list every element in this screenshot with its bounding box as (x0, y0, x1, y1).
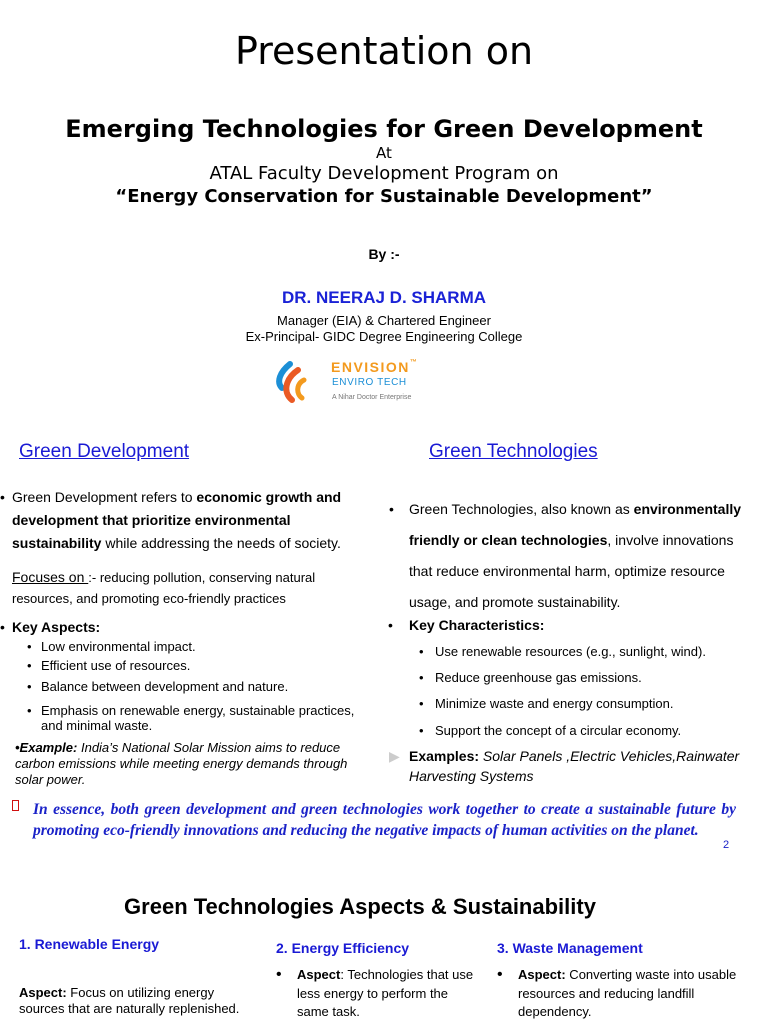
list-item: • Support the concept of a circular economy. (419, 723, 682, 738)
envision-logo (274, 358, 444, 408)
list-item: • Reduce greenhouse gas emissions. (419, 670, 642, 685)
list-item: • Balance between development and nature. (27, 679, 289, 694)
example-text: India’s National Solar Mission aims to reduce carbon emissions while meeting energy demands through solar power. (15, 740, 348, 787)
green-tech-examples: ▶ Examples: Solar Panels ,Electric Vehicles,Rainwater Harvesting Systems (389, 748, 740, 784)
page-number: 2 (723, 839, 730, 851)
col2-aspect-text: : Technologies that use less energy to perform the same task. (297, 967, 474, 1019)
col2-aspect-label: Aspect (297, 967, 341, 982)
at-label: At (376, 144, 392, 162)
green-development-intro: • Green Development refers to economic growth and development that prioritize environmental sustainability while addressing the needs of society. (0, 489, 342, 551)
logo-trademark: ™ (409, 359, 419, 366)
author-role: Manager (EIA) & Chartered Engineer (277, 313, 491, 328)
gd-intro-pre: Green Development refers to (12, 489, 197, 505)
program-line: ATAL Faculty Development Program on (209, 163, 559, 184)
list-item: • Low environmental impact. (27, 639, 196, 654)
gt-intro-bold: environmentally friendly or clean technologies (409, 501, 742, 548)
focuses-on-line (12, 567, 357, 609)
example-label: •Example: (15, 740, 78, 755)
author-name: DR. NEERAJ D. SHARMA (281, 288, 487, 307)
logo-tagline: A Nihar Doctor Enterprise (332, 394, 412, 401)
envision-logo-mark-icon (274, 358, 314, 406)
col1-aspect-text: Focus on utilizing energy sources that are naturally replenished. (19, 985, 240, 1016)
green-technologies-intro: • Green Technologies, also known as environmentally friendly or clean technologies, involve innovations that reduce environmental harm, optimize resource usage, and promote sustainability. (389, 501, 742, 610)
example-note (15, 740, 365, 788)
list-item: • Emphasis on renewable energy, sustainable practices, and minimal waste. (27, 703, 355, 733)
green-development-heading[interactable]: Green Development (19, 441, 190, 462)
conclusion-text: In essence, both green development and green technologies work together to create a sustainable future by promoting eco-friendly innovations and reducing the negative impacts of human activities on the planet. (33, 801, 736, 839)
gd-intro-bold: economic growth and development that prioritize environmental sustainability (12, 489, 342, 551)
author-previous-role: Ex-Principal- GIDC Degree Engineering College (245, 329, 523, 344)
logo-subtitle: ENVIRO TECH (332, 377, 407, 388)
by-label: By :- (368, 246, 400, 262)
focuses-on-text: :- reducing pollution, conserving natural resources, and promoting eco-friendly practices (12, 570, 316, 606)
presentation-on-heading: Presentation on (234, 29, 534, 73)
energy-efficiency-aspect: • Aspect: Technologies that use less energy to perform the same task. (276, 966, 474, 1019)
key-aspects-label: • Key Aspects: (0, 619, 101, 635)
list-item: • Efficient use of resources. (27, 658, 191, 673)
renewable-energy-heading: 1. Renewable Energy (19, 936, 160, 952)
program-theme: “Energy Conservation for Sustainable Development” (115, 186, 653, 207)
energy-efficiency-heading: 2. Energy Efficiency (276, 940, 410, 956)
focuses-on-label: Focuses on (12, 569, 89, 585)
col3-aspect-text: Converting waste into usable resources and reducing landfill dependency. (518, 967, 737, 1019)
renewable-energy-aspect (19, 985, 259, 1017)
slide-title: Emerging Technologies for Green Development (65, 115, 703, 143)
examples-text: Solar Panels ,Electric Vehicles,Rainwater Harvesting Systems (409, 748, 740, 784)
logo-name: ENVISION (331, 359, 410, 375)
key-aspects-text: Key Aspects: (12, 619, 101, 635)
list-item: • Minimize waste and energy consumption. (419, 696, 674, 711)
waste-management-heading: 3. Waste Management (497, 940, 643, 956)
col3-aspect-label: Aspect: (518, 967, 566, 982)
gd-intro-post: while addressing the needs of society. (101, 535, 341, 551)
green-technologies-heading[interactable]: Green Technologies (429, 441, 598, 462)
key-characteristics-text: Key Characteristics: (409, 617, 545, 633)
col1-aspect-label: Aspect: (19, 985, 67, 1000)
waste-management-aspect: • Aspect: Converting waste into usable resources and reducing landfill dependency. (497, 966, 737, 1019)
slide3-title: Green Technologies Aspects & Sustainability (124, 894, 596, 919)
key-aspects-list (27, 639, 361, 733)
gt-intro-pre: Green Technologies, also known as (409, 501, 634, 517)
key-characteristics-label: • Key Characteristics: (388, 617, 545, 633)
key-characteristics-list (419, 644, 755, 749)
list-item: • Use renewable resources (e.g., sunlight, wind). (419, 644, 706, 659)
gt-intro-post: , involve innovations that reduce environmental harm, optimize resource usage, and promote sustainability. (409, 532, 734, 610)
examples-label: Examples: (409, 748, 480, 764)
conclusion-marker-icon (12, 800, 19, 811)
